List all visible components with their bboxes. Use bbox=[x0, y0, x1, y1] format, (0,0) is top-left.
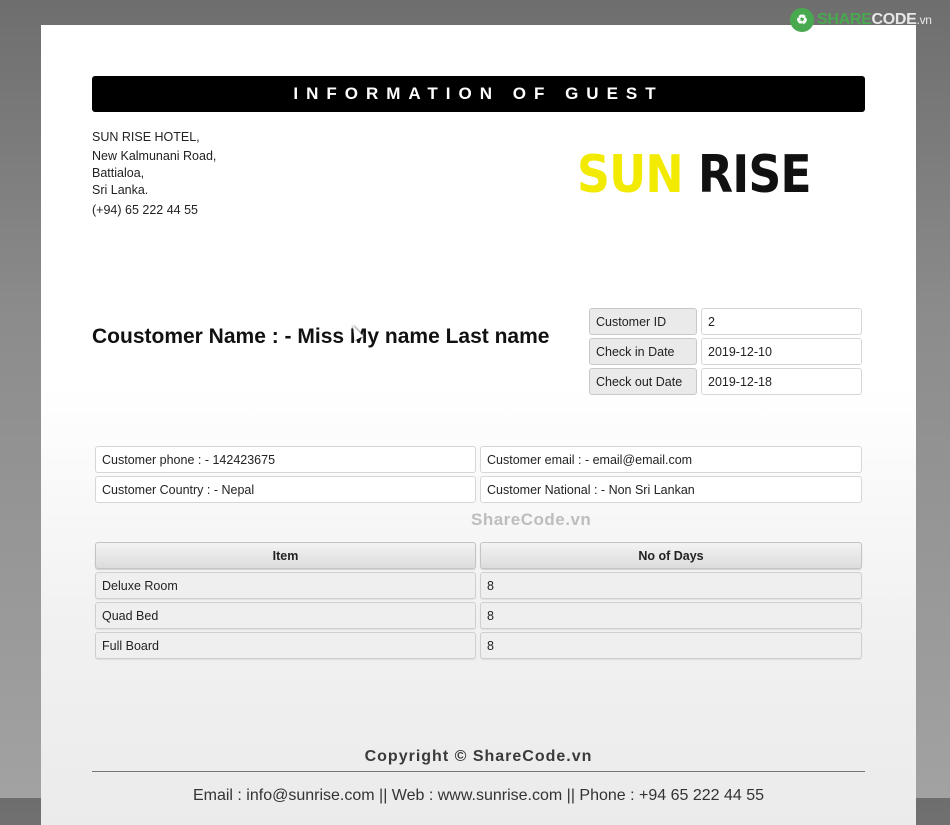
table-header-days: No of Days bbox=[480, 542, 862, 569]
check-out-label: Check out Date bbox=[589, 368, 697, 395]
table-row-days: 8 bbox=[480, 572, 862, 599]
recycle-icon: ♻ bbox=[790, 8, 814, 32]
check-out-value: 2019-12-18 bbox=[701, 368, 862, 395]
sharecode-brand bbox=[790, 8, 932, 32]
check-in-value: 2019-12-10 bbox=[701, 338, 862, 365]
check-in-label: Check in Date bbox=[589, 338, 697, 365]
logo-rise: RISE bbox=[697, 145, 811, 205]
page-title: INFORMATION OF GUEST bbox=[92, 76, 865, 112]
table-row-days: 8 bbox=[480, 602, 862, 629]
customer-phone: Customer phone : - 142423675 bbox=[95, 446, 476, 473]
table-row-days: 8 bbox=[480, 632, 862, 659]
table-header-item: Item bbox=[95, 542, 476, 569]
brand-part1: SHARE bbox=[817, 11, 872, 28]
hotel-address-line2: Battialoa, bbox=[92, 166, 145, 180]
brand-part2: CODE bbox=[871, 11, 917, 28]
customer-national: Customer National : - Non Sri Lankan bbox=[480, 476, 862, 503]
customer-email: Customer email : - email@email.com bbox=[480, 446, 862, 473]
sunrise-logo bbox=[577, 145, 811, 205]
table-row-item: Full Board bbox=[95, 632, 476, 659]
customer-id-label: Customer ID bbox=[589, 308, 697, 335]
hotel-address-line3: Sri Lanka. bbox=[92, 183, 149, 197]
hotel-name: SUN RISE HOTEL, bbox=[92, 130, 200, 144]
customer-name: Coustomer Name : - Miss My name Last name bbox=[92, 325, 550, 348]
footer-contact: Email : info@sunrise.com || Web : www.sunrise.com || Phone : +94 65 222 44 55 bbox=[192, 787, 765, 804]
hotel-address-line1: New Kalmunani Road, bbox=[92, 149, 217, 163]
table-row-item: Quad Bed bbox=[95, 602, 476, 629]
customer-country: Customer Country : - Nepal bbox=[95, 476, 476, 503]
footer-divider bbox=[92, 771, 865, 772]
customer-id-value: 2 bbox=[701, 308, 862, 335]
logo-sun: SUN bbox=[577, 145, 683, 205]
guest-info-page bbox=[41, 25, 916, 825]
hotel-phone: (+94) 65 222 44 55 bbox=[92, 203, 198, 217]
watermark: ShareCode.vn bbox=[471, 510, 592, 529]
hotel-address bbox=[92, 129, 216, 219]
table-row-item: Deluxe Room bbox=[95, 572, 476, 599]
brand-text bbox=[817, 11, 932, 29]
copyright-text: Copyright © ShareCode.vn bbox=[364, 748, 593, 765]
brand-part3: .vn bbox=[916, 13, 932, 27]
